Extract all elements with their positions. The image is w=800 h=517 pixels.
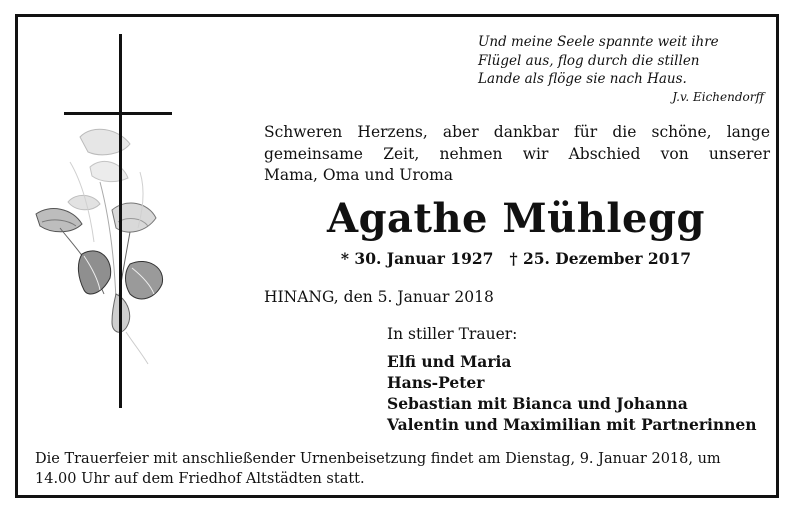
place-and-date: HINANG, den 5. Januar 2018 xyxy=(264,288,494,306)
life-dates xyxy=(262,248,770,270)
birth-date: * 30. Januar 1927 xyxy=(340,249,494,268)
motto-quote xyxy=(478,33,770,105)
intro-line-3: Mama, Oma und Uroma xyxy=(264,166,454,184)
funeral-info-line-1: Die Trauerfeier mit anschließender Urnenbeisetzung findet am Dienstag, 9. Januar 2018, um xyxy=(35,451,721,467)
funeral-info xyxy=(35,450,770,489)
motto-line-1: Und meine Seele spannte weit ihre xyxy=(478,34,719,50)
mourners-heading: In stiller Trauer: xyxy=(387,325,518,343)
mourner-name: Elfi und Maria xyxy=(387,352,512,371)
motto-line-2: Flügel aus, flog durch die stillen xyxy=(478,52,700,69)
mourner-name: Valentin und Maximilian mit Partnerinnen xyxy=(387,415,757,434)
cross-with-calla-lily-icon xyxy=(30,32,210,412)
intro-text xyxy=(264,122,770,187)
mourner-name: Hans-Peter xyxy=(387,373,485,392)
mourners-block xyxy=(387,324,757,435)
calla-lily-illustration xyxy=(36,129,163,364)
cross-vertical-beam xyxy=(119,34,122,408)
death-date: † 25. Dezember 2017 xyxy=(509,249,692,268)
cross-horizontal-beam xyxy=(64,112,172,115)
motto-line-3: Lande als flöge sie nach Haus. xyxy=(478,71,687,87)
deceased-name: Agathe Mühlegg xyxy=(327,195,705,242)
motto-author: J.v. Eichendorff xyxy=(672,89,764,104)
intro-line-1: Schweren Herzens, aber dankbar für die schöne, lange xyxy=(264,123,770,141)
mourner-name: Sebastian mit Bianca und Johanna xyxy=(387,394,688,413)
intro-line-2: gemeinsame Zeit, nehmen wir Abschied von unserer xyxy=(264,144,770,163)
funeral-info-line-2: 14.00 Uhr auf dem Friedhof Altstädten statt. xyxy=(35,470,365,487)
